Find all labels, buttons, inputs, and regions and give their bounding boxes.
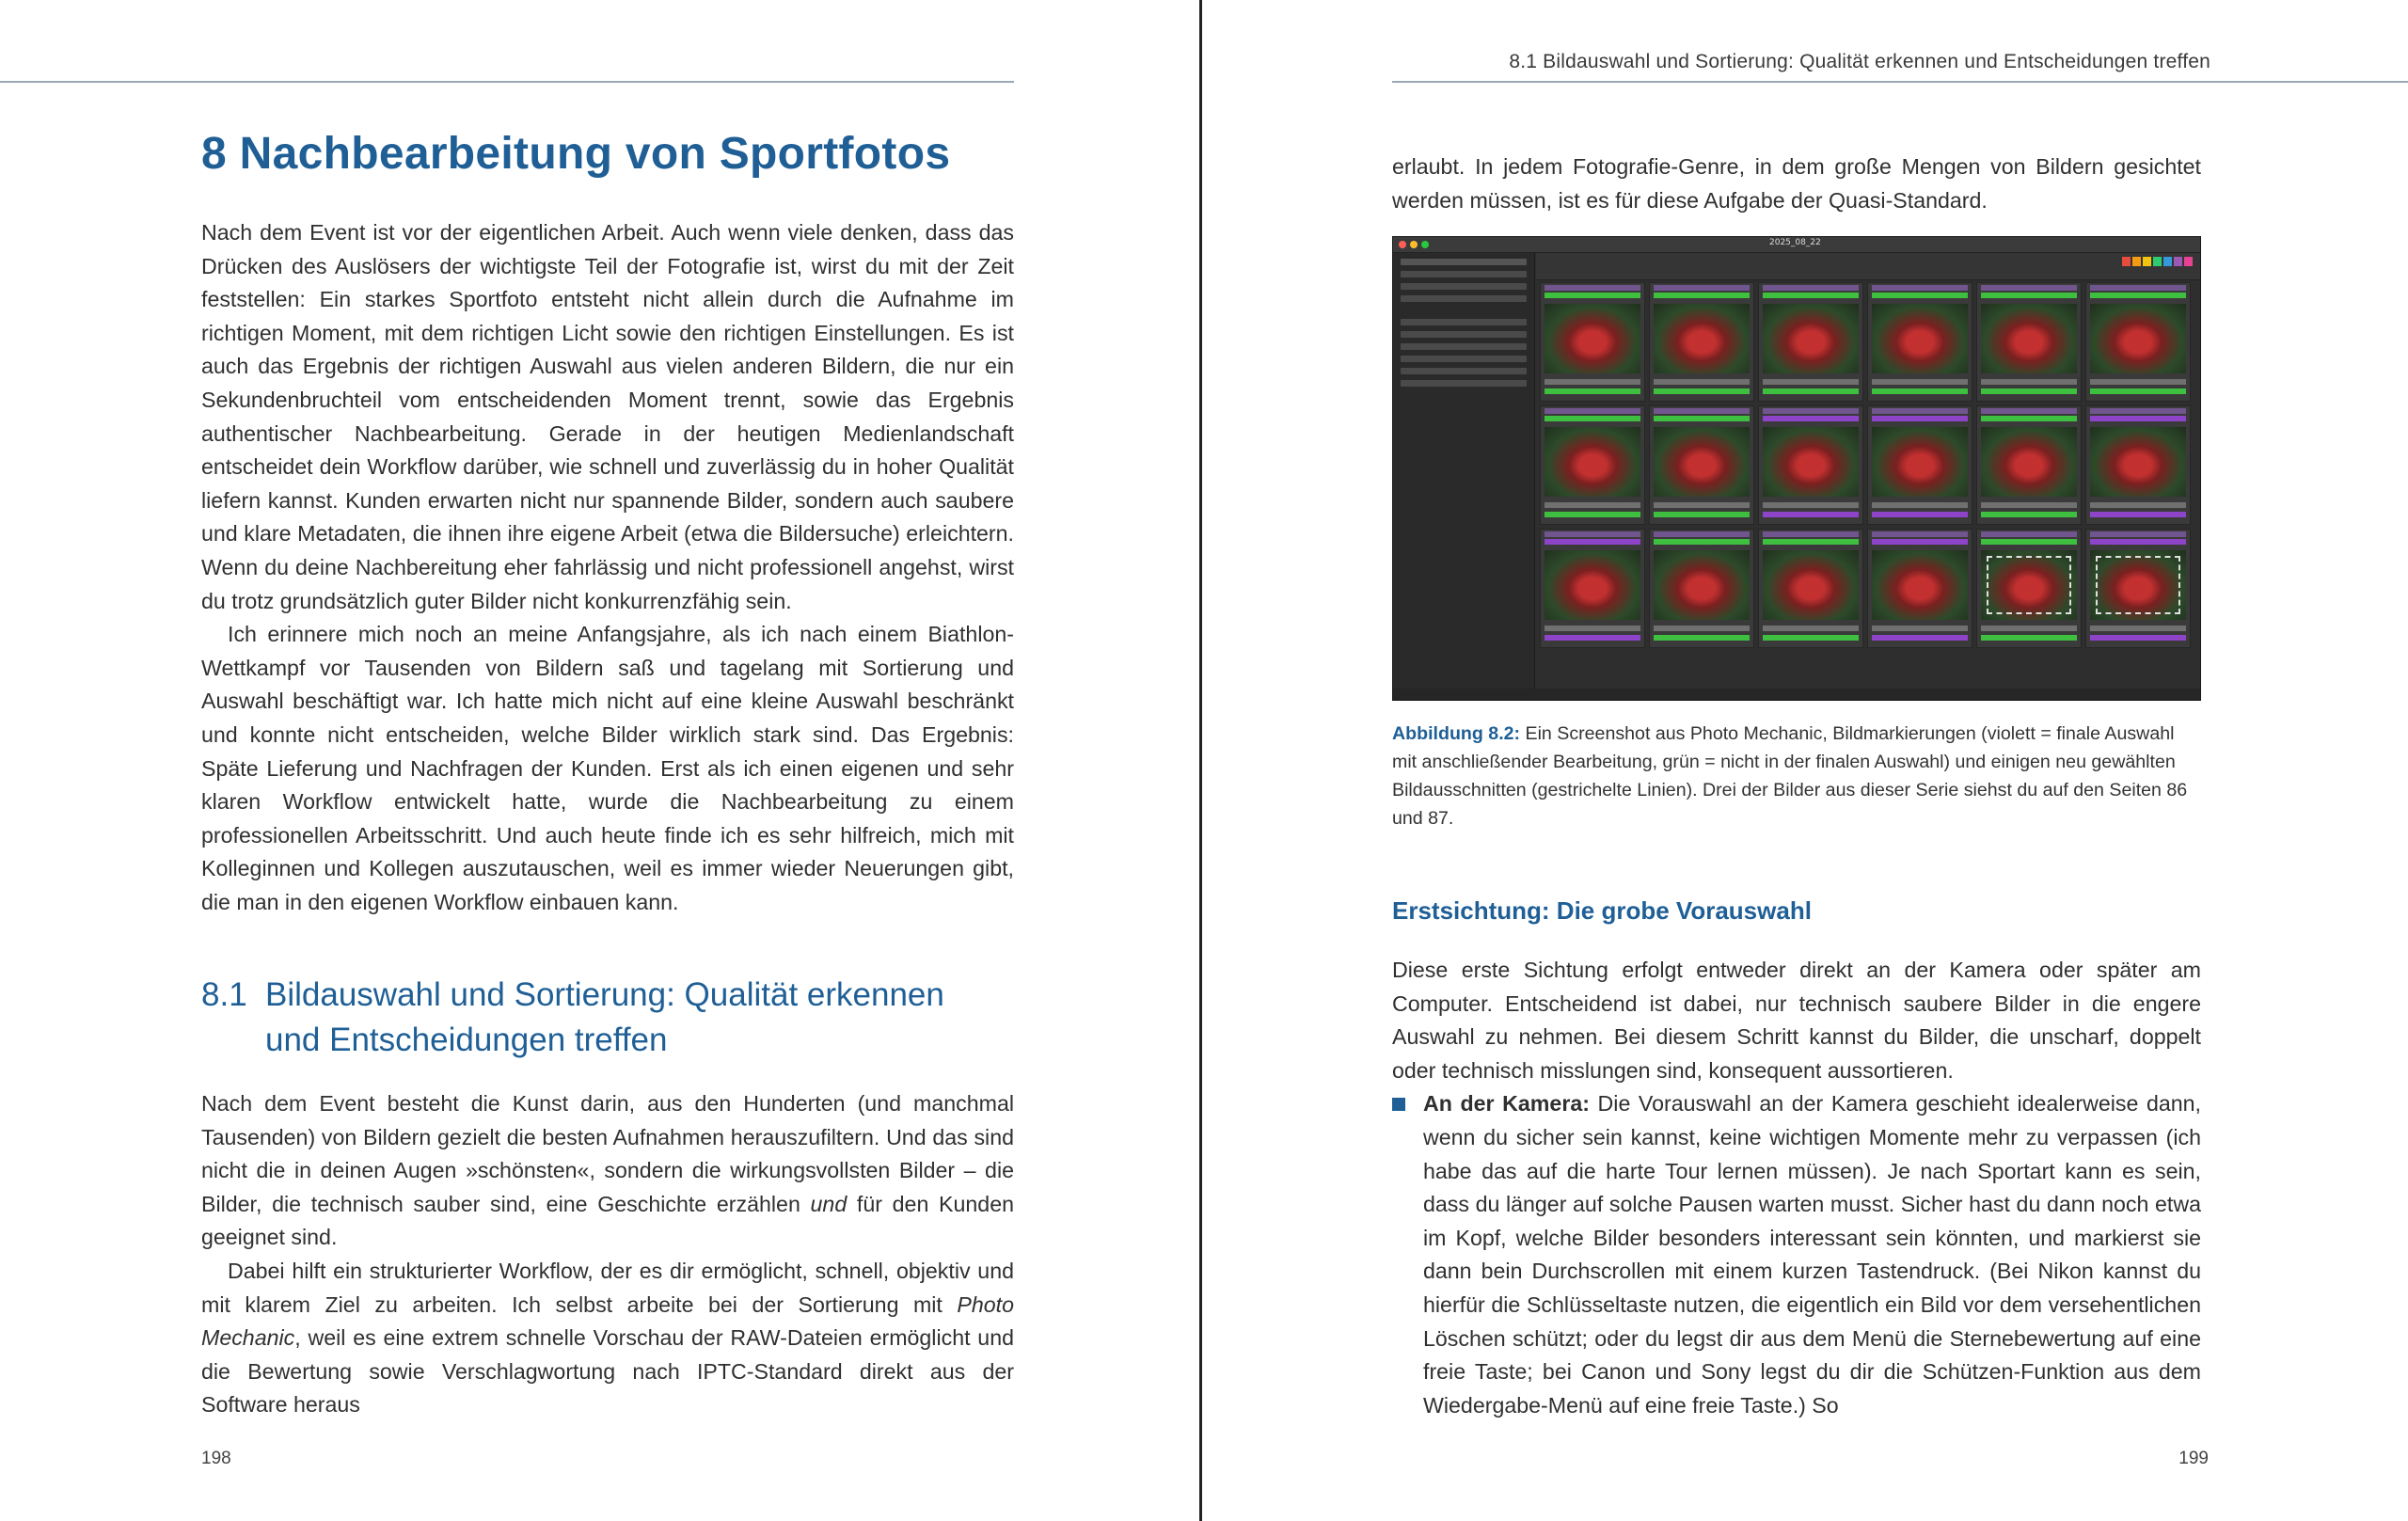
thumbnail-label <box>1763 379 1859 385</box>
thumbnail-tag <box>1654 512 1750 517</box>
thumbnail-cell <box>1540 405 1645 525</box>
thumbnail-cell <box>1758 529 1863 648</box>
swatch-orange <box>2132 257 2141 266</box>
close-dot-icon <box>1399 241 1406 248</box>
thumbnail-filename <box>1763 531 1859 537</box>
page-number: 199 <box>2178 1449 2209 1468</box>
thumbnail-filename <box>1654 285 1750 291</box>
emphasis: Photo Mechanic <box>201 1291 1014 1351</box>
screenshot-figure <box>1392 236 2201 701</box>
thumbnail-tag <box>1545 416 1640 421</box>
thumbnail-photo <box>2090 427 2186 497</box>
app-toolbar <box>1536 253 2200 280</box>
bullet-text <box>1423 1087 2201 1422</box>
continued-paragraph: erlaubt. In jedem Fotografie-Genre, in dem große Mengen von Bildern gesichtet werden müssen, ist es für diese Aufgabe der Quasi-Standard. <box>1392 154 2201 213</box>
subsection-text <box>1392 954 2201 1422</box>
thumbnail-tag <box>2090 416 2186 421</box>
thumbnail-label <box>1545 502 1640 508</box>
subsection-paragraph: Diese erste Sichtung erfolgt entweder direkt an der Kamera oder später am Computer. Entscheidend ist dabei, nur technisch saubere Bilder in die engere Auswahl zu nehmen. Bei diesem Schritt kannst du Bilder, die unscharf, doppelt oder technisch misslungen sind, konsequent aussortieren. <box>1392 958 2201 1083</box>
intro-text <box>201 216 1014 919</box>
section-paragraph-2 <box>201 1255 1014 1422</box>
section-title <box>201 973 1048 1063</box>
thumbnail-cell <box>1758 282 1863 402</box>
swatch-yellow <box>2143 257 2151 266</box>
thumbnail-cell <box>1758 405 1863 525</box>
sidebar-item <box>1401 380 1527 387</box>
thumbnail-tag <box>1981 512 2077 517</box>
thumbnail-label <box>1545 626 1640 631</box>
thumbnail-tag <box>1654 388 1750 394</box>
thumbnail-tag <box>1981 416 2077 421</box>
thumbnail-cell <box>1540 282 1645 402</box>
text-run: für den Kunden geeignet sind. <box>201 1191 1014 1250</box>
thumbnail-label <box>1654 379 1750 385</box>
sidebar-item <box>1401 368 1527 374</box>
continued-text <box>1392 151 2201 217</box>
thumbnail-tag <box>2090 539 2186 545</box>
thumbnail-tag <box>1545 388 1640 394</box>
thumbnail-filename <box>1981 531 2077 537</box>
section-title-line-1: Bildauswahl und Sortierung: Qualität erkennen <box>265 976 944 1013</box>
thumbnail-tag <box>1545 512 1640 517</box>
sidebar-item <box>1401 343 1527 350</box>
thumbnail-tag <box>2090 388 2186 394</box>
zoom-dot-icon <box>1421 241 1429 248</box>
thumbnail-photo <box>1545 304 1640 373</box>
thumbnail-photo <box>1763 304 1859 373</box>
section-number: 8.1 <box>201 976 247 1013</box>
thumbnail-cell <box>1540 529 1645 648</box>
thumbnail-photo <box>1872 550 1968 620</box>
thumbnail-label <box>2090 626 2186 631</box>
thumbnail-photo <box>1763 550 1859 620</box>
thumbnail-cell <box>1867 405 1972 525</box>
thumbnail-photo <box>1654 427 1750 497</box>
thumbnail-tag <box>1763 293 1859 298</box>
color-label-swatches <box>2122 257 2193 266</box>
swatch-blue <box>2163 257 2172 266</box>
thumbnail-tag <box>1545 539 1640 545</box>
thumbnail-filename <box>1872 531 1968 537</box>
thumbnail-filename <box>1872 408 1968 414</box>
sidebar-item <box>1401 283 1527 290</box>
sidebar-item <box>1401 319 1527 325</box>
thumbnail-tag <box>1872 416 1968 421</box>
thumbnail-cell <box>2085 405 2191 525</box>
thumbnail-tag <box>1872 635 1968 641</box>
subheading: Erstsichtung: Die grobe Vorauswahl <box>1392 896 1812 925</box>
thumbnail-filename <box>1872 285 1968 291</box>
thumbnail-photo <box>2090 550 2186 620</box>
thumbnail-filename <box>1981 408 2077 414</box>
thumbnail-label <box>1763 502 1859 508</box>
thumbnail-photo <box>1872 427 1968 497</box>
text-run: Dabei hilft ein strukturierter Workflow, der es dir ermöglicht, schnell, objektiv und mit klarem Ziel zu arbeiten. Ich selbst arbeite bei der Sortierung mit <box>201 1258 1014 1317</box>
thumbnail-tag <box>1763 539 1859 545</box>
thumbnail-label <box>1763 626 1859 631</box>
thumbnail-filename <box>1654 408 1750 414</box>
thumbnail-label <box>1872 626 1968 631</box>
thumbnail-cell <box>1867 529 1972 648</box>
thumbnail-label <box>1981 626 2077 631</box>
page-number: 198 <box>201 1449 231 1468</box>
thumbnail-tag <box>1872 293 1968 298</box>
thumbnail-label <box>1872 502 1968 508</box>
thumbnail-filename <box>1654 531 1750 537</box>
thumbnail-photo <box>1545 427 1640 497</box>
thumbnail-photo <box>1654 304 1750 373</box>
thumbnail-photo <box>1981 427 2077 497</box>
thumbnail-tag <box>1981 293 2077 298</box>
thumbnail-label <box>2090 502 2186 508</box>
bullet-square-icon <box>1392 1098 1405 1111</box>
text-run: , weil es eine extrem schnelle Vorschau der RAW-Dateien ermöglicht und die Bewertung sowie Verschlagwortung nach IPTC-Standard direkt aus der Software heraus <box>201 1325 1014 1418</box>
thumbnail-tag <box>2090 512 2186 517</box>
bullet-label: An der Kamera: <box>1423 1091 1590 1117</box>
intro-paragraph-1: Nach dem Event ist vor der eigentlichen Arbeit. Auch wenn viele denken, dass das Drücken des Auslösers der wichtigste Teil der Fotografie ist, wirst du mit der Zeit feststellen: Ein starkes Sportfoto entsteht nicht allein durch die Aufnahme im richtigen Moment, mit dem richtigen Licht sowie den richtigen Einstellungen. Es ist auch das Ergebnis der richtigen Auswahl aus vielen anderen Bildern, die nur ein Sekundenbruchteil vom entscheidenden Moment trennt, sowie das Ergebnis authentischer Nachbearbeitung. Gerade in der heutigen Medienlandschaft entscheidet dein Workflow darüber, wie schnell und zuverlässig du in hoher Qualität liefern kannst. Kunden erwarten nicht nur spannende Bilder, sondern auch saubere und klare Metadaten, die ihnen ihre eigene Arbeit (etwa die Bildersuche) erleichtern. Wenn du deine Nachbereitung eher fahrlässig und nicht professionell angehst, wirst du trotz grundsätzlich guter Bilder nicht konkurrenzfähig sein. <box>201 220 1014 613</box>
thumbnail-tag <box>1872 512 1968 517</box>
caption-text: Ein Screenshot aus Photo Mechanic, Bildmarkierungen (violett = finale Auswahl mit anschließender Bearbeitung, grün = nicht in der finalen Auswahl) und einigen neu gewählten Bildausschnitten (gestrichelte Linien). Drei der Bilder aus dieser Serie siehst du auf den Seiten 86 und 87. <box>1392 723 2188 829</box>
left-page <box>0 0 1202 1521</box>
top-rule <box>0 81 1014 83</box>
thumbnail-filename <box>1545 285 1640 291</box>
thumbnail-tag <box>1981 539 2077 545</box>
thumbnail-tag <box>1763 512 1859 517</box>
thumbnail-tag <box>1763 416 1859 421</box>
thumbnail-cell <box>1649 529 1754 648</box>
right-page <box>1202 0 2408 1521</box>
thumbnail-cell <box>1976 529 2082 648</box>
thumbnail-tag <box>1763 635 1859 641</box>
thumbnail-tag <box>2090 635 2186 641</box>
thumbnail-cell <box>1649 282 1754 402</box>
thumbnail-label <box>1545 379 1640 385</box>
sidebar-item <box>1401 356 1527 362</box>
thumbnail-cell <box>1976 282 2082 402</box>
app-sidebar <box>1393 253 1535 700</box>
thumbnail-tag <box>1872 388 1968 394</box>
thumbnail-label <box>1981 502 2077 508</box>
thumbnail-filename <box>2090 285 2186 291</box>
thumbnail-photo <box>1981 550 2077 620</box>
thumbnail-tag <box>1981 388 2077 394</box>
thumbnail-filename <box>1981 285 2077 291</box>
thumbnail-photo <box>1654 550 1750 620</box>
thumbnail-photo <box>2090 304 2186 373</box>
thumbnail-tag <box>1545 635 1640 641</box>
top-rule <box>1392 81 2408 83</box>
sidebar-item <box>1401 271 1527 277</box>
thumbnail-filename <box>1545 408 1640 414</box>
thumbnail-photo <box>1763 427 1859 497</box>
thumbnail-filename <box>1545 531 1640 537</box>
sidebar-item <box>1401 259 1527 265</box>
thumbnail-cell <box>2085 282 2191 402</box>
thumbnail-tag <box>2090 293 2186 298</box>
thumbnail-cell <box>2085 529 2191 648</box>
thumbnail-label <box>1872 379 1968 385</box>
bullet-item <box>1392 1087 2201 1422</box>
thumbnail-tag <box>1981 635 2077 641</box>
app-titlebar <box>1393 237 2200 253</box>
swatch-pink <box>2184 257 2193 266</box>
caption-label: Abbildung 8.2: <box>1392 723 1521 744</box>
thumbnail-tag <box>1654 539 1750 545</box>
thumbnail-tag <box>1763 388 1859 394</box>
swatch-red <box>2122 257 2131 266</box>
running-head: 8.1 Bildauswahl und Sortierung: Qualität erkennen und Entscheidungen treffen <box>1509 51 2210 72</box>
thumbnail-label <box>2090 379 2186 385</box>
thumbnail-tag <box>1654 635 1750 641</box>
figure-caption <box>1392 720 2201 832</box>
sidebar-item <box>1401 295 1527 302</box>
emphasis: und <box>810 1191 848 1216</box>
thumbnail-label <box>1654 626 1750 631</box>
thumbnail-filename <box>1763 408 1859 414</box>
thumbnail-photo <box>1981 304 2077 373</box>
thumbnail-cell <box>1976 405 2082 525</box>
thumbnail-cell <box>1867 282 1972 402</box>
swatch-green <box>2153 257 2162 266</box>
window-title: 2025_08_22 <box>1769 238 1821 247</box>
thumbnail-label <box>1981 379 2077 385</box>
thumbnail-tag <box>1654 416 1750 421</box>
thumbnail-label <box>1654 502 1750 508</box>
thumbnail-tag <box>1872 539 1968 545</box>
app-statusbar <box>1393 689 2200 700</box>
thumbnail-cell <box>1649 405 1754 525</box>
section-title-line-2: und Entscheidungen treffen <box>265 1022 668 1058</box>
text-run: Nach dem Event besteht die Kunst darin, aus den Hunderten (und manchmal Tausenden) von Bildern gezielt die besten Aufnahmen herauszufiltern. Und das sind nicht die in deinen Augen »schönsten«, sondern die wirkungsvollsten Bilder – die Bilder, die technisch sauber sind, eine Geschichte erzählen <box>201 1091 1014 1216</box>
thumbnail-tag <box>1545 293 1640 298</box>
thumbnail-photo <box>1545 550 1640 620</box>
thumbnail-filename <box>1763 285 1859 291</box>
chapter-title: 8 Nachbearbeitung von Sportfotos <box>201 129 951 179</box>
section-text <box>201 1087 1014 1422</box>
thumbnail-photo <box>1872 304 1968 373</box>
thumbnail-filename <box>2090 408 2186 414</box>
section-paragraph-1 <box>201 1087 1014 1255</box>
bullet-body: Die Vorauswahl an der Kamera geschieht idealerweise dann, wenn du sicher sein kannst, keine wichtigen Momente mehr zu verpassen (ich habe das auf die harte Tour lernen müssen). Je nach Sportart kann es sein, dass du länger auf solche Pausen warten musst. Sicher hast du dann noch etwa im Kopf, welche Bilder besonders interessant sein könnten, und markierst sie dann bein Durchscrollen mit einem kurzen Tastendruck. (Bei Nikon kannst du hierfür die Schlüsseltaste nutzen, die eigentlich ein Bild vor dem versehentlichen Löschen schützt; oder du legst dir aus dem Menü die Sternebewertung auf eine freie Taste; bei Canon und Sony legst du dir die Schützen-Funktion aus dem Wiedergabe-Menü auf eine freie Taste.) So <box>1423 1091 2201 1418</box>
thumbnail-grid <box>1540 282 2194 687</box>
thumbnail-tag <box>1654 293 1750 298</box>
swatch-purple <box>2174 257 2182 266</box>
minimize-dot-icon <box>1410 241 1418 248</box>
intro-paragraph-2: Ich erinnere mich noch an meine Anfangsjahre, als ich nach einem Biathlon-Wettkampf vor Tausenden von Bildern saß und tagelang mit Sortierung und Auswahl beschäftigt war. Ich hatte mich nicht auf eine kleine Auswahl beschränkt und konnte nicht entscheiden, welche Bilder wirklich stark sind. Das Ergebnis: Späte Lieferung und Nachfragen der Kunden. Erst als ich einen eigenen und sehr klaren Workflow entwickelt hatte, wurde die Nachbearbeitung zu einem professionellen Arbeitsschritt. Und auch heute finde ich es sehr hilfreich, mich mit Kolleginnen und Kollegen auszutauschen, weil es immer wieder Neuerungen gibt, die man in den eigenen Workflow einbauen kann. <box>201 622 1014 914</box>
sidebar-item <box>1401 331 1527 338</box>
thumbnail-filename <box>2090 531 2186 537</box>
